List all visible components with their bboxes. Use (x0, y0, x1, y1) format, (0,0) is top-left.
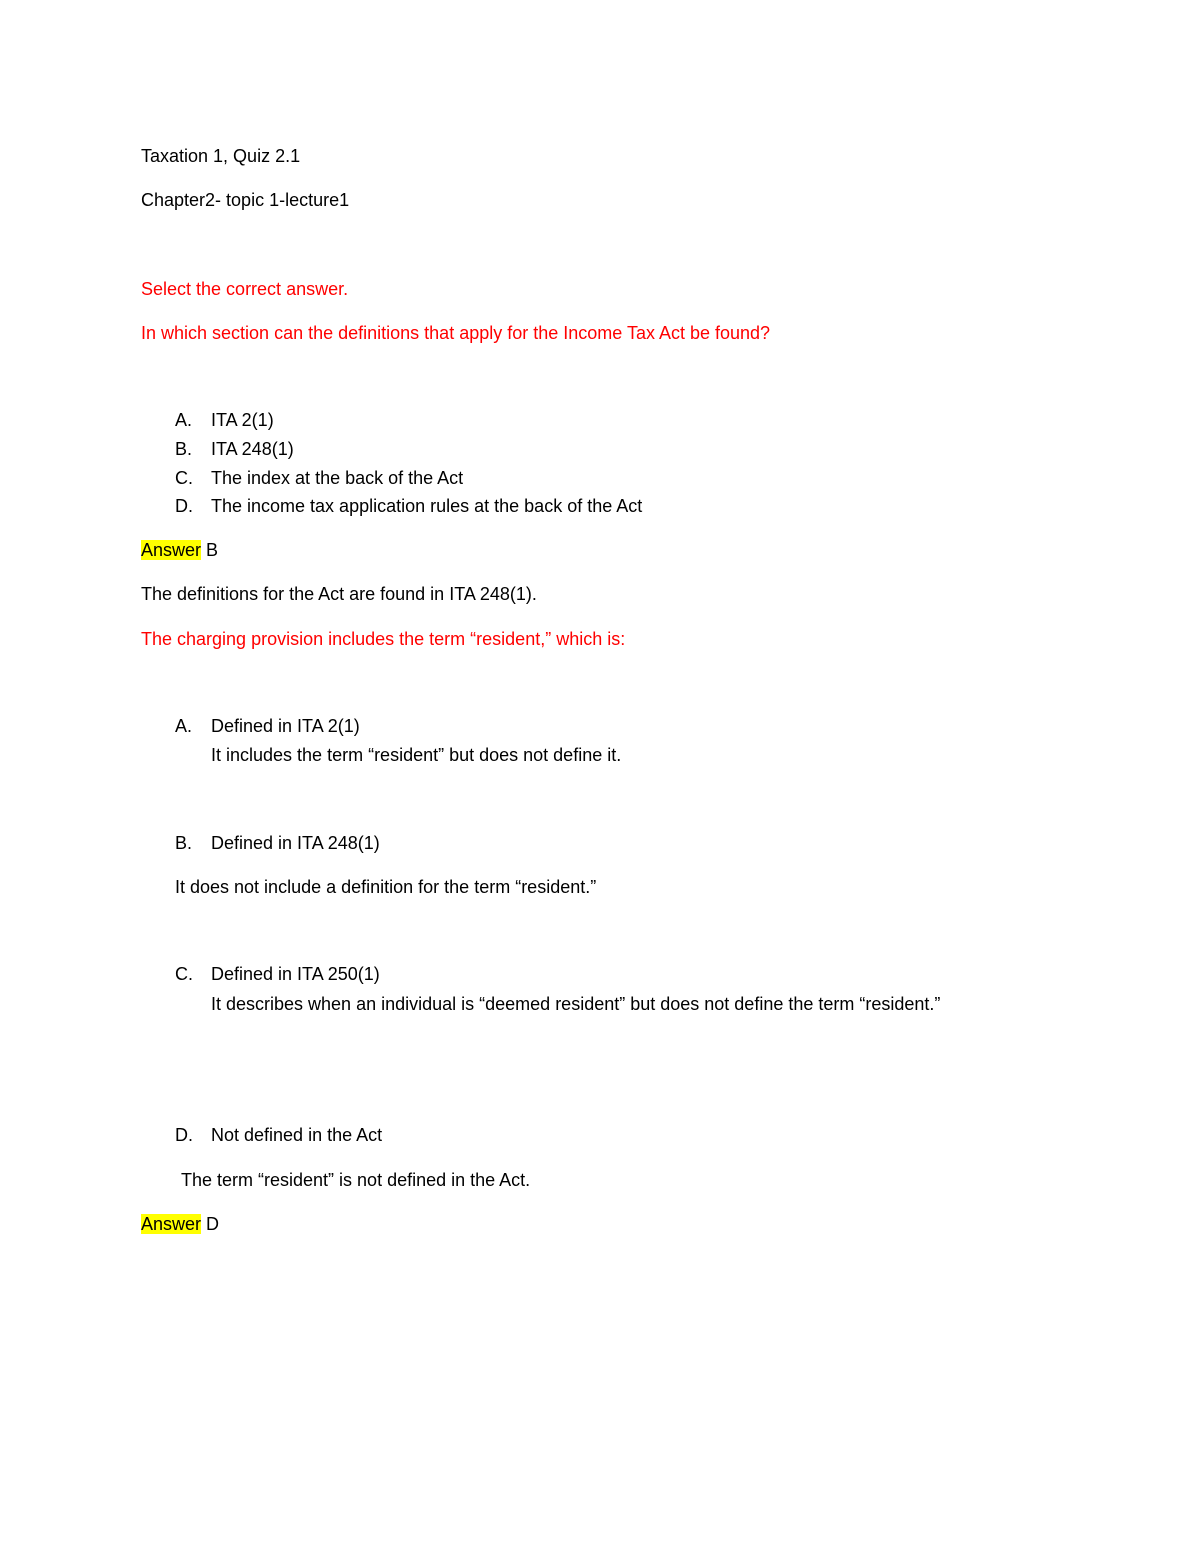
option-letter: B. (175, 439, 193, 459)
option-text: The income tax application rules at the back of the Act (211, 496, 643, 516)
option-letter: D. (175, 1125, 193, 1145)
option-letter: C. (175, 468, 193, 488)
option-text: Not defined in the Act (211, 1125, 383, 1145)
option-text: Defined in ITA 250(1) (211, 964, 380, 984)
option-letter: A. (175, 716, 193, 736)
answer-value: B (201, 540, 219, 560)
q2-option-d-note: The term “resident” is not defined in the Act. (181, 1170, 531, 1190)
q2-option-c-note: It describes when an individual is “deemed resident” but does not define the term “resident.” (211, 994, 941, 1014)
q2-option-a-note: It includes the term “resident” but does not define it. (211, 745, 622, 765)
option-letter: C. (175, 964, 193, 984)
q1-explanation: The definitions for the Act are found in ITA 248(1). (141, 584, 537, 604)
option-letter: D. (175, 496, 193, 516)
option-text: ITA 2(1) (211, 410, 274, 430)
q1-answer (141, 539, 218, 561)
answer-value: D (201, 1214, 220, 1234)
option-letter: A. (175, 410, 193, 430)
option-text: Defined in ITA 2(1) (211, 716, 360, 736)
quiz-title: Taxation 1, Quiz 2.1 (141, 146, 301, 166)
answer-label-highlight: Answer (141, 1214, 202, 1234)
option-text: ITA 248(1) (211, 439, 294, 459)
question-2-text: The charging provision includes the term “resident,” which is: (141, 629, 626, 649)
option-letter: B. (175, 833, 193, 853)
question-1-text: In which section can the definitions that apply for the Income Tax Act be found? (141, 323, 771, 343)
answer-label-highlight: Answer (141, 540, 202, 560)
quiz-subtitle: Chapter2- topic 1-lecture1 (141, 190, 350, 210)
instruction-text: Select the correct answer. (141, 279, 349, 299)
option-text: Defined in ITA 248(1) (211, 833, 380, 853)
q2-option-b-note: It does not include a definition for the term “resident.” (175, 877, 597, 897)
q2-answer (141, 1213, 219, 1235)
option-text: The index at the back of the Act (211, 468, 464, 488)
